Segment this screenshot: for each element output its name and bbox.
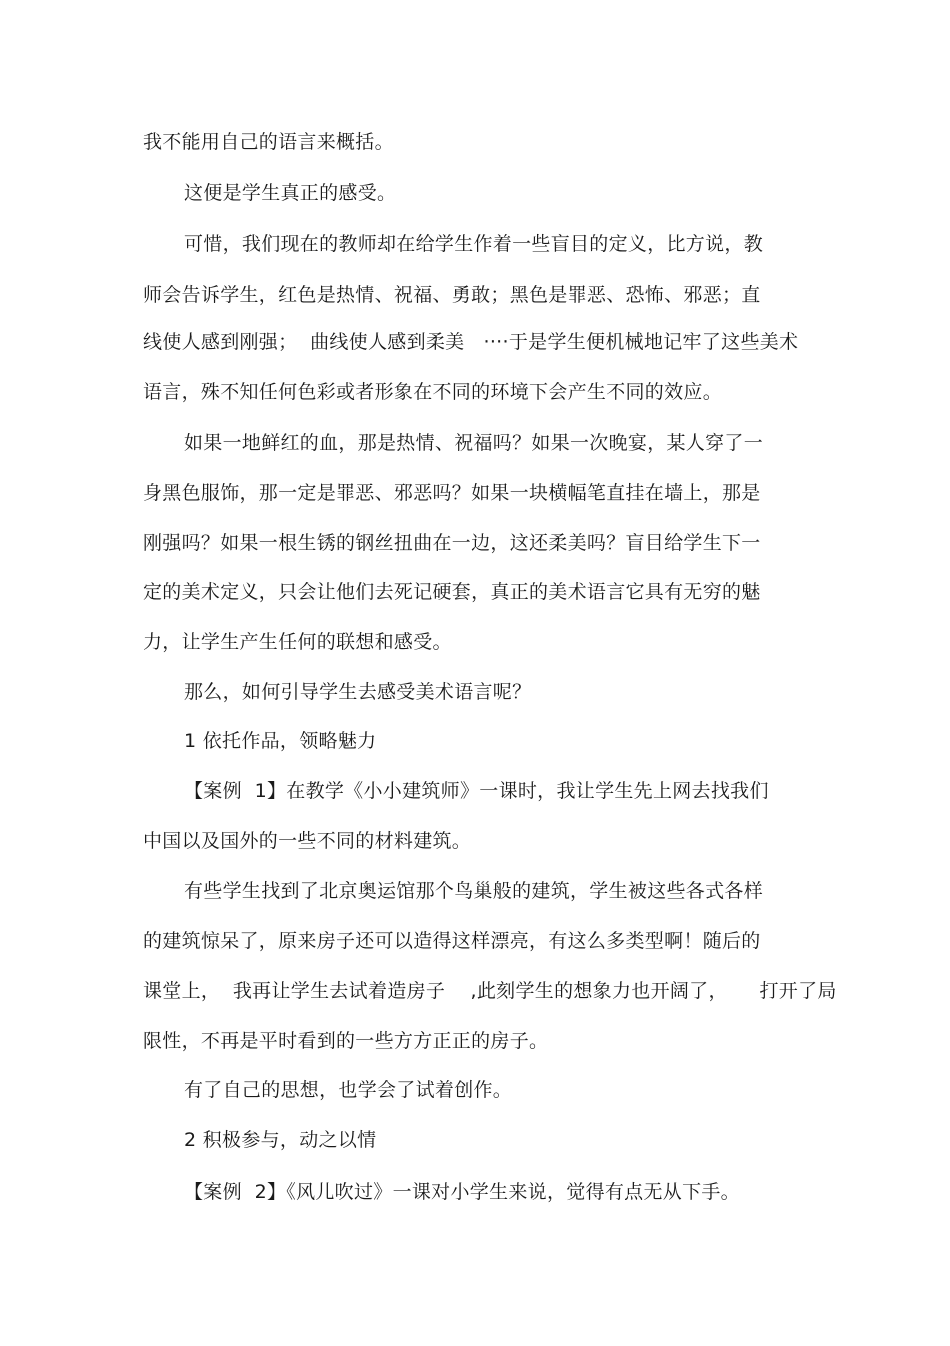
text-line: 那么，如何引导学生去感受美术语言呢？ [184, 681, 532, 703]
text-line: 有了自己的思想，也学会了试着创作。 [184, 1079, 513, 1101]
text-line: 我不能用自己的语言来概括。 [143, 131, 394, 153]
text-line: 刚强吗？如果一根生锈的钢丝扭曲在一边，这还柔美吗？盲目给学生下一 [143, 532, 761, 554]
text-line: 限性，不再是平时看到的一些方方正正的房子。 [143, 1030, 549, 1052]
text-line: 定的美术定义，只会让他们去死记硬套，真正的美术语言它具有无穷的魅 [143, 581, 761, 603]
section-heading: 1 依托作品，领略魅力 [184, 730, 377, 752]
text-line: 力，让学生产生任何的联想和感受。 [143, 631, 452, 653]
text-line: 【案例 1】在教学《小小建筑师》一课时，我让学生先上网去找我们 [184, 780, 769, 802]
text-line: 师会告诉学生，红色是热情、祝福、勇敢；黑色是罪恶、恐怖、邪恶；直 [143, 284, 761, 306]
text-line: 有些学生找到了北京奥运馆那个鸟巢般的建筑，学生被这些各式各样 [184, 880, 764, 902]
text-line: 线使人感到刚强； 曲线使人感到柔美 ····于是学生便机械地记牢了这些美术 [143, 331, 799, 353]
text-line: 中国以及国外的一些不同的材料建筑。 [143, 830, 472, 852]
text-line: 课堂上， 我再让学生去试着造房子 ,此刻学生的想象力也开阔了， 打开了局 [143, 980, 837, 1002]
text-line: 【案例 2】《风儿吹过》一课对小学生来说，觉得有点无从下手。 [184, 1181, 740, 1203]
text-line: 语言，殊不知任何色彩或者形象在不同的环境下会产生不同的效应。 [143, 381, 723, 403]
text-line: 的建筑惊呆了，原来房子还可以造得这样漂亮，有这么多类型啊！随后的 [143, 930, 761, 952]
section-heading: 2 积极参与，动之以情 [184, 1129, 377, 1151]
text-line: 可惜，我们现在的教师却在给学生作着一些盲目的定义，比方说，教 [184, 233, 764, 255]
text-line: 如果一地鲜红的血，那是热情、祝福吗？如果一次晚宴，某人穿了一 [184, 432, 764, 454]
text-line: 身黑色服饰，那一定是罪恶、邪恶吗？如果一块横幅笔直挂在墙上，那是 [143, 482, 761, 504]
text-line: 这便是学生真正的感受。 [184, 182, 397, 204]
